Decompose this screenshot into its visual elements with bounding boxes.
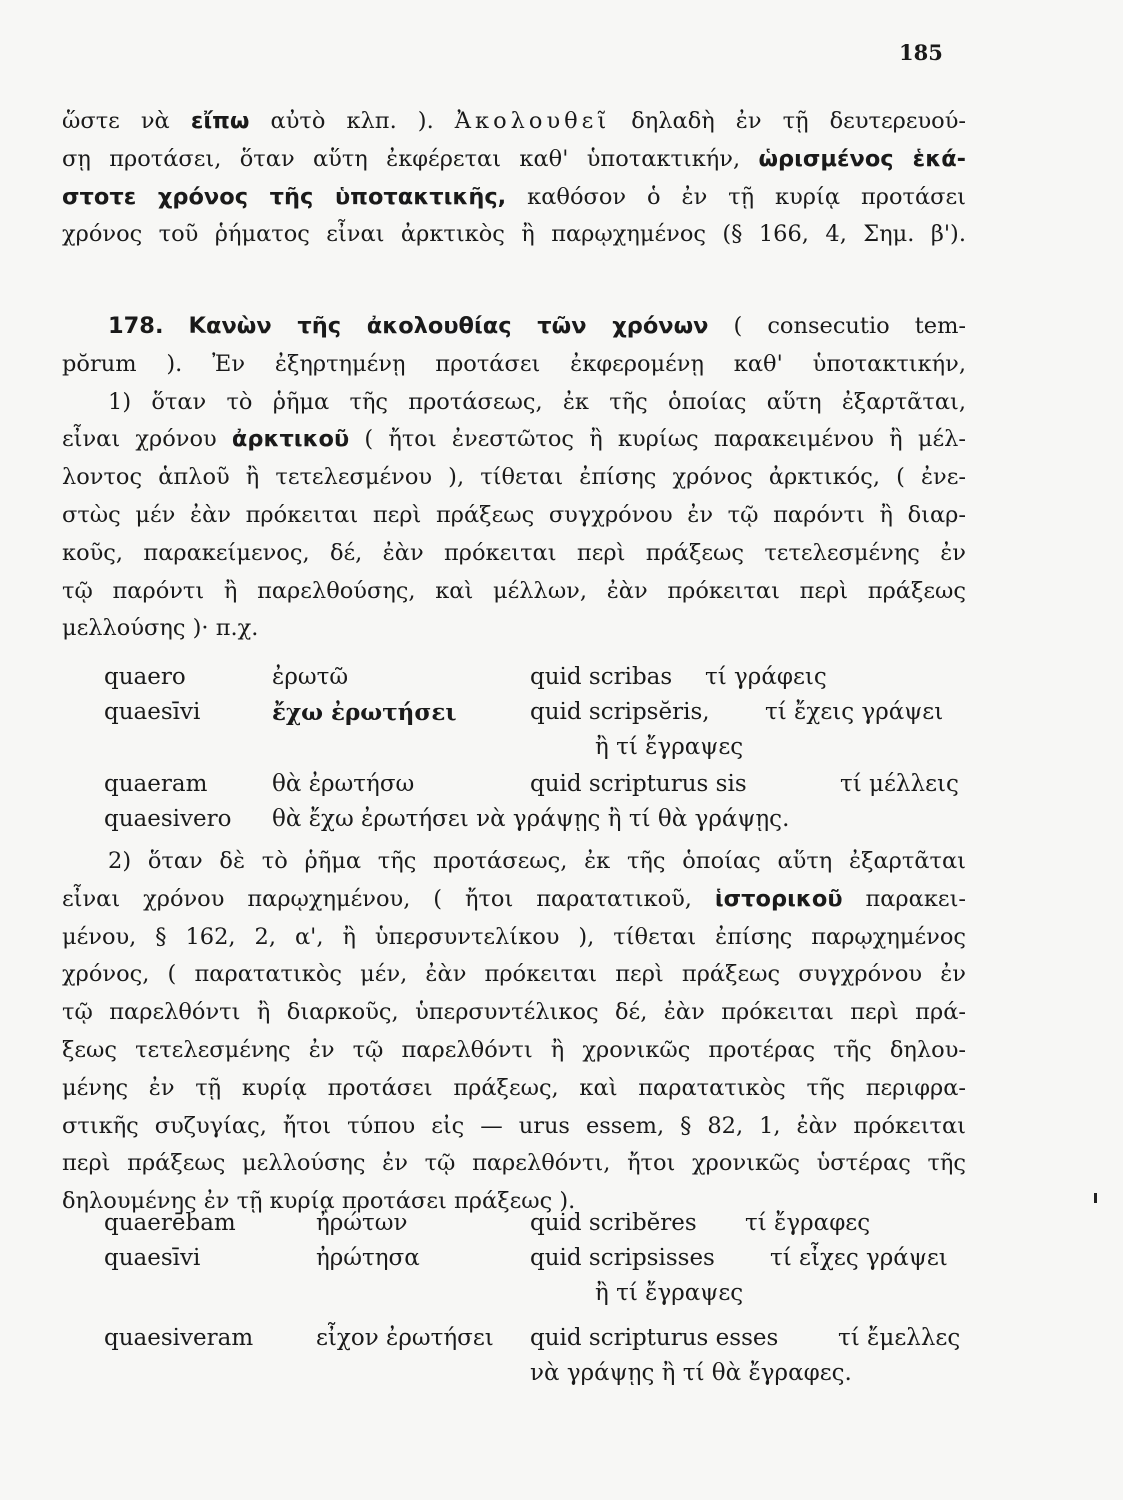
bold-term: ὡρισμένος ἑκά- [758, 145, 966, 172]
bold-term: εἴπω [190, 108, 250, 134]
section-number: 178. [108, 313, 164, 339]
text-line: στικῆς συζυγίας, ἤτοι τύπου εἰς — urus essem, § 82, 1, ἐὰν πρόκειται [62, 1112, 966, 1139]
bold-term: ἱστορικοῦ [714, 885, 843, 912]
text-line: μένου, § 162, 2, α', ἢ ὑπερσυντελίκου ), τίθεται ἐπίσης παρῳχημένος [62, 923, 966, 950]
section-title: Κανὼν τῆς ἀκολουθίας τῶν χρόνων [188, 313, 709, 339]
example-greek-2: τί γράφεις [705, 664, 827, 690]
bold-term: ἀρκτικοῦ [231, 426, 350, 453]
text-line: δηλουμένης ἐν τῇ κυρίᾳ προτάσει πράξεως ). [62, 1188, 576, 1215]
example-greek: ἠρώτων [316, 1210, 408, 1236]
example-latin-2: quid scripturus esses [530, 1325, 779, 1351]
example-greek: θὰ ἐρωτήσω [272, 771, 415, 797]
example-greek-2: τί ἔμελλες [838, 1325, 961, 1351]
text-line: 1) ὅταν τὸ ῥῆμα τῆς προτάσεως, ἐκ τῆς ὁποίας αὕτη ἐξαρτᾶται, [108, 388, 966, 415]
example-greek: ἔχω ἐρωτήσει [272, 699, 457, 726]
example-latin: quaero [104, 664, 186, 690]
example-greek: ἠρώτησα [316, 1245, 420, 1271]
text-line: μένης ἐν τῇ κυρίᾳ προτάσει πράξεως, καὶ παρατατικὸς τῆς περιφρα- [62, 1074, 966, 1101]
text-line: μελλούσης )· π.χ. [62, 615, 259, 642]
bold-term: στοτε χρόνος τῆς ὑποτακτικῆς, [62, 183, 507, 210]
example-latin-2: quid scribĕres [530, 1210, 697, 1236]
example-greek-2: τί εἶχες γράψει [770, 1245, 948, 1271]
example-continuation: νὰ γράψῃς ἢ τί θὰ ἔγραφες. [530, 1360, 852, 1386]
text-line: τῷ παρόντι ἢ παρελθούσης, καὶ μέλλων, ἐὰν πρόκειται περὶ πράξεως [62, 577, 966, 604]
paragraph-1 [62, 103, 966, 254]
text-line: κοῦς, παρακείμενος, δέ, ἐὰν πρόκειται περὶ πράξεως τετελεσμένης ἐν [62, 539, 966, 566]
example-latin: quaesīvi [104, 1245, 201, 1271]
example-latin: quaesiveram [104, 1325, 254, 1351]
example-greek-2: τί μέλλεις [840, 771, 959, 797]
text-line: τῷ παρελθόντι ἢ διαρκοῦς, ὑπερσυντέλικος δέ, ἐὰν πρόκειται περὶ πρά- [62, 999, 966, 1026]
text-line: ξεως τετελεσμένης ἐν τῷ παρελθόντι ἢ χρονικῶς προτέρας τῆς δηλου- [62, 1036, 966, 1063]
text-line: εἶναι χρόνου παρῳχημένου, ( ἤτοι παρατατικοῦ, ἱστορικοῦ παρακει- [62, 885, 966, 912]
section-heading: 178. Κανὼν τῆς ἀκολουθίας τῶν χρόνων ( consecutio tem- [108, 313, 967, 339]
section-178 [62, 308, 966, 648]
text-line: στὼς μέν ἐὰν πρόκειται περὶ πράξεως συγχρόνου ἐν τῷ παρόντι ἢ διαρ- [62, 501, 966, 528]
page-number: 185 [899, 40, 943, 65]
example-latin-2: quid scripturus sis [530, 771, 747, 797]
text-line: 2) ὅταν δὲ τὸ ῥῆμα τῆς προτάσεως, ἐκ τῆς ὁποίας αὕτη ἐξαρτᾶται [108, 848, 966, 874]
example-latin: quaesivero [104, 806, 232, 832]
example-greek-2: τί ἔγραφες [745, 1210, 871, 1236]
text-line: χρόνος τοῦ ῥήματος εἶναι ἀρκτικὸς ἢ παρῳχημένος (§ 166, 4, Σημ. β'). [62, 221, 966, 248]
example-latin-2: quid scripsisses [530, 1245, 715, 1271]
example-continuation: ἢ τί ἔγραψες [595, 734, 744, 760]
example-greek: εἶχον ἐρωτήσει [316, 1325, 494, 1351]
example-latin: quaeram [104, 771, 208, 797]
spaced-term: Ἀκολουθεῖ [454, 108, 611, 134]
example-greek: θὰ ἔχω ἐρωτήσει νὰ γράψῃς ἢ τί θὰ γράψῃς. [272, 806, 790, 832]
text-line: pŏrum ). Ἐν ἐξηρτημένῃ προτάσει ἐκφερομένῃ καθ' ὑποτακτικήν, [62, 350, 966, 377]
paragraph-2 [62, 843, 966, 1221]
example-latin-2: quid scribas [530, 664, 673, 690]
example-latin: quaesīvi [104, 699, 201, 725]
text-line: στοτε χρόνος τῆς ὑποτακτικῆς, καθόσον ὁ ἐν τῇ κυρίᾳ προτάσει [62, 183, 966, 210]
text-line: ὥστε νὰ εἴπω αὐτὸ κλπ. ). Ἀκολουθεῖ δηλαδὴ ἐν τῇ δευτερευού- [62, 108, 966, 134]
text-line: χρόνος, ( παρατατικὸς μέν, ἐὰν πρόκειται περὶ πράξεως συγχρόνου ἐν [62, 961, 966, 988]
example-greek: ἐρωτῶ [272, 664, 349, 690]
text-line: λοντος ἁπλοῦ ἢ τετελεσμένου ), τίθεται ἐπίσης χρόνος ἀρκτικός, ( ἐνε- [62, 464, 966, 491]
margin-mark [1094, 1193, 1097, 1203]
text-line: περὶ πράξεως μελλούσης ἐν τῷ παρελθόντι, ἤτοι χρονικῶς ὑστέρας τῆς [62, 1150, 966, 1177]
example-latin-2: quid scripsĕris, [530, 699, 710, 725]
text-line: εἶναι χρόνου ἀρκτικοῦ ( ἤτοι ἐνεστῶτος ἢ κυρίως παρακειμένου ἢ μέλ- [62, 426, 966, 453]
text-line: σῃ προτάσει, ὅταν αὕτη ἐκφέρεται καθ' ὑποτακτικήν, ὡρισμένος ἑκά- [62, 145, 966, 172]
example-continuation: ἢ τί ἔγραψες [595, 1280, 744, 1306]
example-latin: quaerēbam [104, 1210, 236, 1236]
example-greek-2: τί ἔχεις γράψει [765, 699, 944, 725]
